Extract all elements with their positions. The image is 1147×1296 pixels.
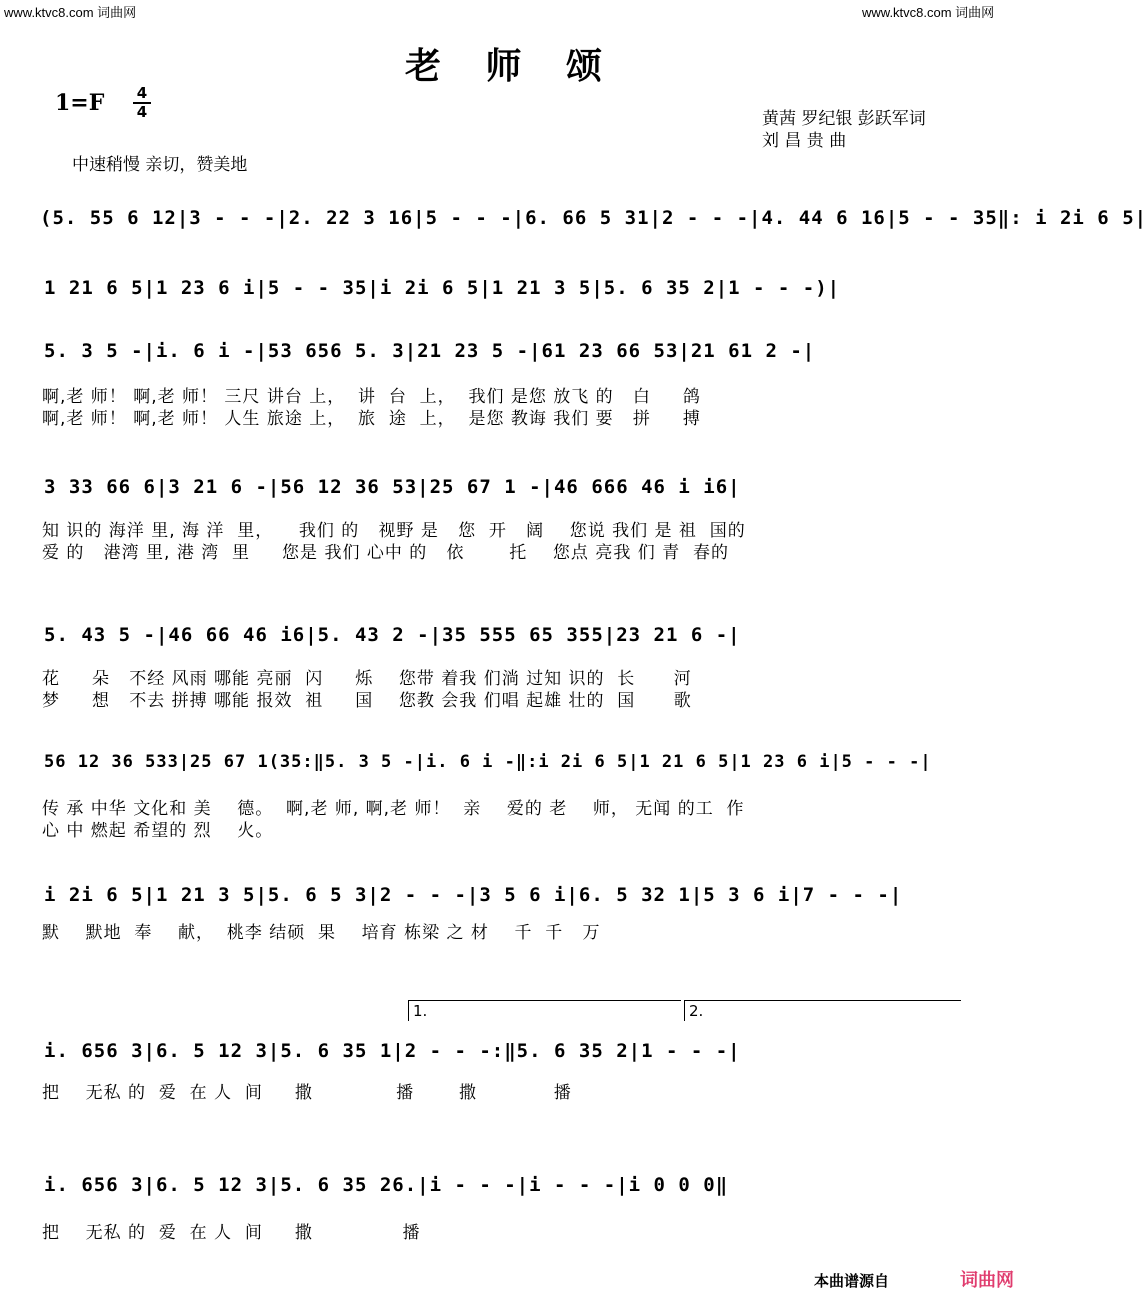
time-signature-top: 4: [136, 84, 148, 102]
lyric-verse-1: 知 识的 海洋 里, 海 洋 里， 我们 的 视野 是 您 开 阔 您说 我们 是 祖 国的: [42, 521, 746, 541]
composer-credit: 刘 昌 贵 曲: [762, 131, 847, 151]
ending-2-label: 2.: [689, 1002, 704, 1020]
notation-line: 5. 3 5 -|i. 6 i -|53 656 5. 3|21 23 5 -|61 23 66 53|21 61 2 -|: [44, 340, 816, 362]
notation-line: (5. 55 6 12|3 - - -|2. 22 3 16|5 - - -|6. 66 5 31|2 - - -|4. 44 6 16|5 - - 35‖: i 2i 6 5|: [40, 207, 1147, 229]
volta-bracket-1: [408, 1000, 681, 1021]
notation-line: 1 21 6 5|1 23 6 i|5 - - 35|i 2i 6 5|1 21 3 5|5. 6 35 2|1 - - -)|: [44, 277, 841, 299]
time-signature: [133, 86, 151, 120]
lyric-verse-1: 传 承 中华 文化和 美 德。 啊,老 师, 啊,老 师！ 亲 爱的 老 师， 无闻 的工 作: [42, 799, 745, 819]
notation-line: i 2i 6 5|1 21 3 5|5. 6 5 3|2 - - -|3 5 6 i|6. 5 32 1|5 3 6 i|7 - - -|: [44, 884, 903, 906]
score-row-7: [0, 872, 1023, 943]
key-signature: 1=F: [55, 90, 105, 116]
lyric-verse-1: 啊,老 师！ 啊,老 师！ 三尺 讲台 上， 讲 台 上， 我们 是您 放飞 的 白 鸽: [42, 387, 701, 407]
lyricist-credit: 黄茜 罗纪银 彭跃军词: [762, 109, 926, 129]
lyric-verse-2: 梦 想 不去 拼搏 哪能 报效 祖 国 您教 会我 们唱 起雄 壮的 国 歌: [42, 691, 692, 711]
site-watermark-left: www.ktvc8.com 词曲网: [4, 5, 137, 20]
tempo-marking: 中速稍慢 亲切，赞美地: [72, 155, 248, 175]
ending-1-label: 1.: [413, 1002, 428, 1020]
score-row-6: [0, 740, 1023, 841]
score-row-8: [0, 1002, 1023, 1103]
notation-line: 56 12 36 533|25 67 1(35:‖5. 3 5 -|i. 6 i -‖:i 2i 6 5|1 21 6 5|1 23 6 i|5 - - -|: [44, 752, 932, 772]
lyric-verse-1: 把 无私 的 爱 在 人 间 撒 播 撒 播: [42, 1083, 572, 1103]
lyric-verse-2: 心 中 燃起 希望的 烈 火。: [42, 821, 274, 841]
lyric-verse-1: 把 无私 的 爱 在 人 间 撒 播: [42, 1223, 421, 1243]
score-row-3: [0, 328, 1023, 429]
score-row-4: [0, 464, 1023, 563]
source-note: 本曲谱源自: [814, 1272, 890, 1290]
site-logo[interactable]: 词曲网: [960, 1270, 1014, 1291]
lyric-verse-1: 花 朵 不经 风雨 哪能 亮丽 闪 烁 您带 着我 们淌 过知 识的 长 河: [42, 669, 692, 689]
site-watermark-right: www.ktvc8.com 词曲网: [862, 5, 995, 20]
notation-line: i. 656 3|6. 5 12 3|5. 6 35 1|2 - - -:‖5. 6 35 2|1 - - -|: [44, 1040, 741, 1062]
lyric-verse-2: 爱 的 港湾 里, 港 湾 里 您是 我们 心中 的 依 托 您点 亮我 们 青 春的: [42, 543, 729, 563]
score-row-2: [0, 265, 1023, 313]
score-row-1: [0, 195, 1147, 243]
volta-bracket-2: [684, 1000, 961, 1021]
notation-line: 5. 43 5 -|46 66 46 i6|5. 43 2 -|35 555 65 355|23 21 6 -|: [44, 624, 741, 646]
lyric-verse-1: 默 默地 奉 献， 桃李 结硕 果 培育 栋梁 之 材 千 千 万: [42, 923, 601, 943]
time-signature-bottom: 4: [136, 103, 148, 121]
notation-line: i. 656 3|6. 5 12 3|5. 6 35 26.|i - - -|i - - -|i 0 0 0‖: [44, 1174, 729, 1196]
score-row-9: [0, 1162, 1023, 1243]
score-row-5: [0, 612, 1023, 711]
notation-line: 3 33 66 6|3 21 6 -|56 12 36 53|25 67 1 -|46 666 46 i i6|: [44, 476, 741, 498]
lyric-verse-2: 啊,老 师！ 啊,老 师！ 人生 旅途 上， 旅 途 上， 是您 教诲 我们 要 拼 搏: [42, 409, 701, 429]
song-title: 老 师 颂: [404, 46, 619, 87]
